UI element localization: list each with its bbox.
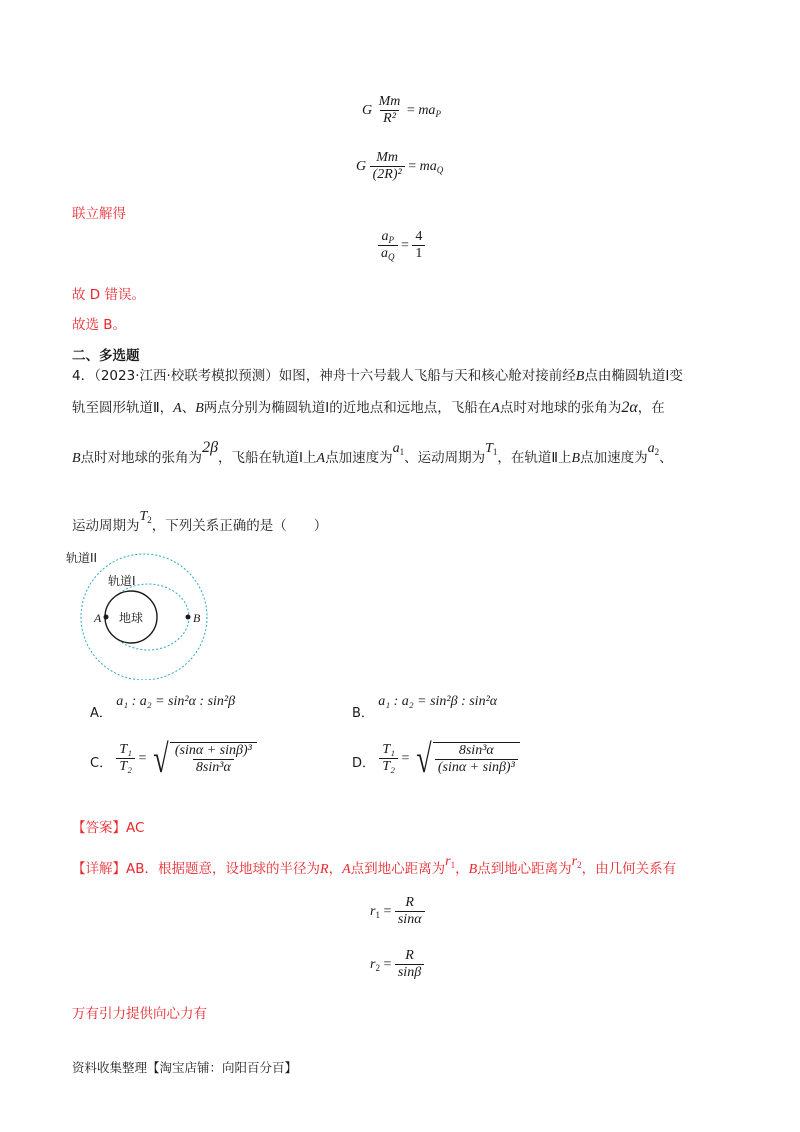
option-c[interactable]: C． $\frac{\text{T₁}}{\text{T₂}}$ = √ $\frac{\text{(sinα + sinβ)³}}{\text{8sin³α}}$ [90, 738, 257, 779]
option-b[interactable]: B． a₁ : a₂ = sin²β : sin²α [352, 694, 498, 721]
earth-label: 地球 [119, 611, 144, 625]
option-a[interactable]: A． a₁ : a₂ = sin²α : sin²β [90, 694, 236, 721]
equation-ratio: $\frac{a_P}{a_Q}$ = $\frac{4}{1}$ [378, 229, 425, 263]
orbit-2-label: 轨道II [66, 551, 98, 565]
point-a-dot [104, 615, 109, 620]
equation-gravity-p: G $\frac{Mm}{\text{R²}}$ = $ma_P$ [362, 94, 441, 127]
page-footer: 资料收集整理【淘宝店铺：向阳百分百】 [72, 1060, 298, 1075]
equation-r1: $r_1$ = $\frac{R}{\sin\alpha}$ [370, 895, 425, 928]
conclusion-d: 故 D 错误。 [72, 287, 145, 303]
option-d[interactable]: D． $\frac{\text{T₁}}{\text{T₂}}$ = √ $\frac{\text{8sin³α}}{\text{(sinα + sinβ)³}}$ [352, 738, 520, 779]
point-b-label: B [193, 611, 201, 625]
wanyou-text: 万有引力提供向心力有 [72, 1006, 207, 1022]
orbit-diagram [64, 545, 224, 680]
conclusion-choose-b: 故选 B。 [72, 317, 127, 333]
equation-gravity-q: G $\frac{Mm}{\text{(2R)²}}$ = $ma_Q$ [356, 150, 444, 183]
equation-r2: $r_2$ = $\frac{R}{\sin\beta}$ [370, 948, 424, 981]
question-line-1: 4．（2023·江西·校联考模拟预测）如图，神舟十六号载人飞船与天和核心舱对接前经B点由椭圆轨道Ⅰ变 [72, 368, 683, 384]
section-title: 二、多选题 [72, 348, 140, 364]
point-b-dot [186, 615, 191, 620]
detail-line: 【详解】AB．根据题意，设地球的半径为R，A点到地心距离为$r_1$，B点到地心距离为$r_2$，由几何关系有 [72, 854, 677, 877]
question-line-4: 运动周期为$T_2$，下列关系正确的是（ ） [72, 509, 328, 534]
point-a-label: A [94, 611, 102, 625]
lianli-text: 联立解得 [72, 206, 126, 222]
question-line-2: 轨至圆形轨道Ⅱ，A、B两点分别为椭圆轨道Ⅰ的近地点和远地点，飞船在A点时对地球的张角为2α，在 [72, 399, 665, 416]
answer-line: 【答案】AC [72, 820, 145, 836]
orbit-1-label: 轨道I [108, 574, 136, 588]
question-line-3: B点时对地球的张角为2β，飞船在轨道Ⅰ上A点加速度为$a_1$、运动周期为$T_1$，在轨道Ⅱ上B点加速度为$a_2$、 [72, 439, 673, 466]
